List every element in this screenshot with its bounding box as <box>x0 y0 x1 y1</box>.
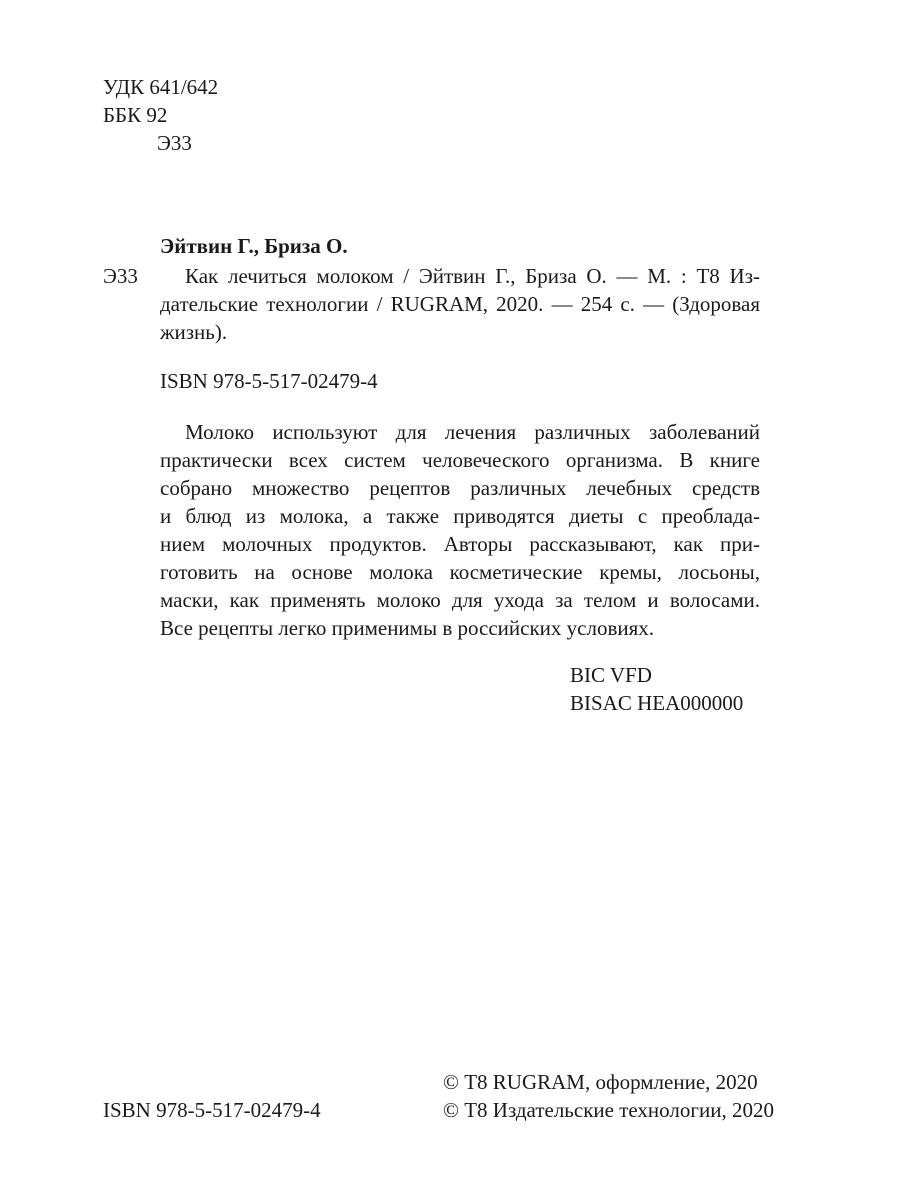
bibliographic-line: жизнь). <box>160 320 228 344</box>
bisac-code: BISAC HEA000000 <box>570 691 744 715</box>
author-sign-code: Э33 <box>157 131 192 155</box>
annotation-line: Молоко используют для лечения различных заболеваний <box>185 420 760 444</box>
bibliographic-line: Как лечиться молоком / Эйтвин Г., Бриза О. — М. : Т8 Из- <box>185 264 760 288</box>
annotation-line: готовить на основе молока косметические кремы, лосьоны, <box>160 560 760 584</box>
annotation-line: Все рецепты легко применимы в российских условиях. <box>160 616 655 640</box>
copyright-design: © Т8 RUGRAM, оформление, 2020 <box>443 1070 758 1094</box>
catalog-isbn: ISBN 978-5-517-02479-4 <box>160 369 378 393</box>
annotation-line: нием молочных продуктов. Авторы рассказывают, как при- <box>160 532 760 556</box>
bic-code: BIC VFD <box>570 663 652 687</box>
catalog-author-sign: Э33 <box>103 264 138 288</box>
annotation-line: маски, как применять молоко для ухода за телом и волосами. <box>160 588 760 612</box>
catalog-authors: Эйтвин Г., Бриза О. <box>160 234 348 258</box>
annotation-line: и блюд из молока, а также приводятся диеты с преоблада- <box>160 504 760 528</box>
udk-code: УДК 641/642 <box>103 75 219 99</box>
copyright-publisher: © Т8 Издательские технологии, 2020 <box>443 1098 774 1122</box>
footer-isbn: ISBN 978-5-517-02479-4 <box>103 1098 321 1122</box>
annotation-line: собрано множество рецептов различных лечебных средств <box>160 476 760 500</box>
bbk-code: ББК 92 <box>103 103 168 127</box>
bibliographic-line: дательские технологии / RUGRAM, 2020. — 254 с. — (Здоровая <box>160 292 760 316</box>
annotation-line: практически всех систем человеческого организма. В книге <box>160 448 760 472</box>
